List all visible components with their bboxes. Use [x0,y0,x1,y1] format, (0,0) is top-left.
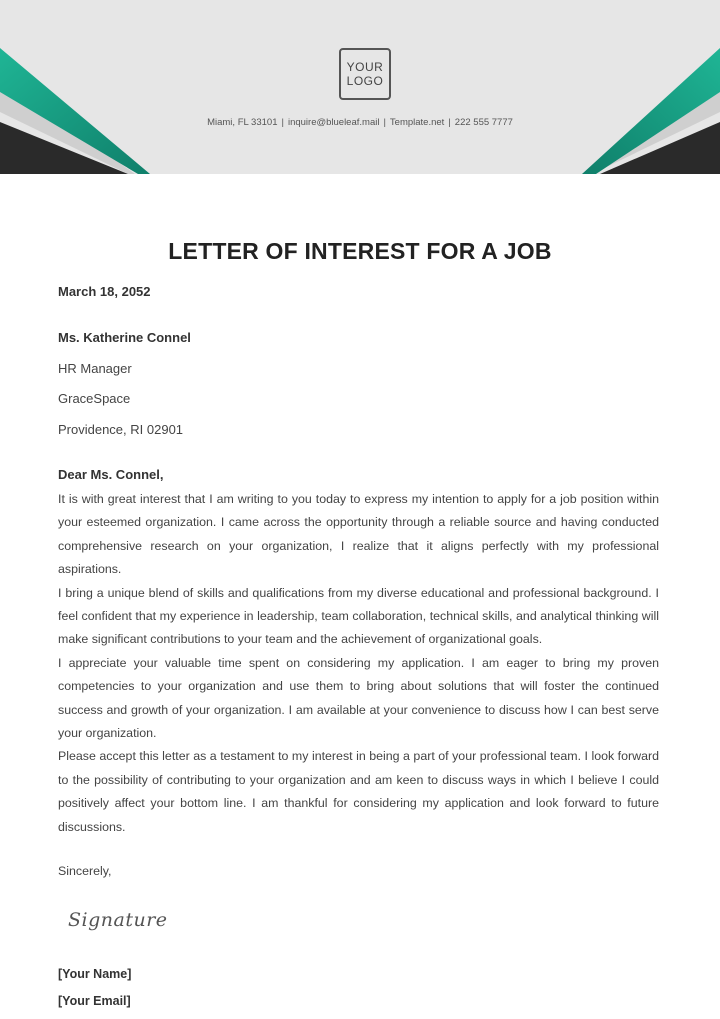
sender-email: [Your Email] [58,994,131,1008]
recipient-position: HR Manager [58,361,132,376]
letter-date: March 18, 2052 [58,284,151,299]
contact-address: Miami, FL 33101 [207,117,278,128]
contact-phone: 222 555 7777 [454,117,513,128]
contact-website: Template.net [389,117,445,128]
sender-name: [Your Name] [58,967,132,981]
signature: Signature [68,909,168,931]
closing: Sincerely, [58,864,112,878]
body-paragraph: It is with great interest that I am writing to you today to express my intention to apply for a job position within your esteemed organization. I came across the opportunity through a reliable source and having conducted comprehensive research on your organization, I realize that it aligns perfectly with my professional aspirations. [58,492,659,577]
recipient-name: Ms. Katherine Connel [58,330,191,345]
body-paragraph: I appreciate your valuable time spent on considering my application. I am eager to bring my proven competencies to your organization and use them to bring about solutions that will foster the continued success and growth of your organization. I am available at your convenience to discuss how I can best serve your organization. [58,655,659,741]
company-logo [339,48,391,100]
body-paragraph: I bring a unique blend of skills and qualifications from my diverse educational and professional background. I feel confident that my experience in leadership, team collaboration, technical skills, and analytical thinking will make significant contributions to your team and the achievement of organizational goals. [58,585,659,647]
letter-title: LETTER OF INTEREST FOR A JOB [168,238,552,264]
contact-line: Miami, FL 33101 | inquire@blueleaf.mail | Template.net | 222 555 7777 [207,117,513,128]
letter-body [58,488,659,839]
salutation: Dear Ms. Connel, [58,467,164,482]
logo-line2: LOGO [346,74,384,88]
letterhead-header [0,0,720,174]
recipient-location: Providence, RI 02901 [58,422,184,437]
contact-email: inquire@blueleaf.mail [287,117,380,128]
body-paragraph: Please accept this letter as a testament to my interest in being a part of your professional team. I look forward to the possibility of contributing to your organization and am keen to discuss ways in which I believe I could positively affect your bottom line. I am thankful for considering my application and look forward to future discussions. [58,749,659,834]
recipient-company: GraceSpace [58,391,131,406]
logo-line1: YOUR [346,60,384,74]
